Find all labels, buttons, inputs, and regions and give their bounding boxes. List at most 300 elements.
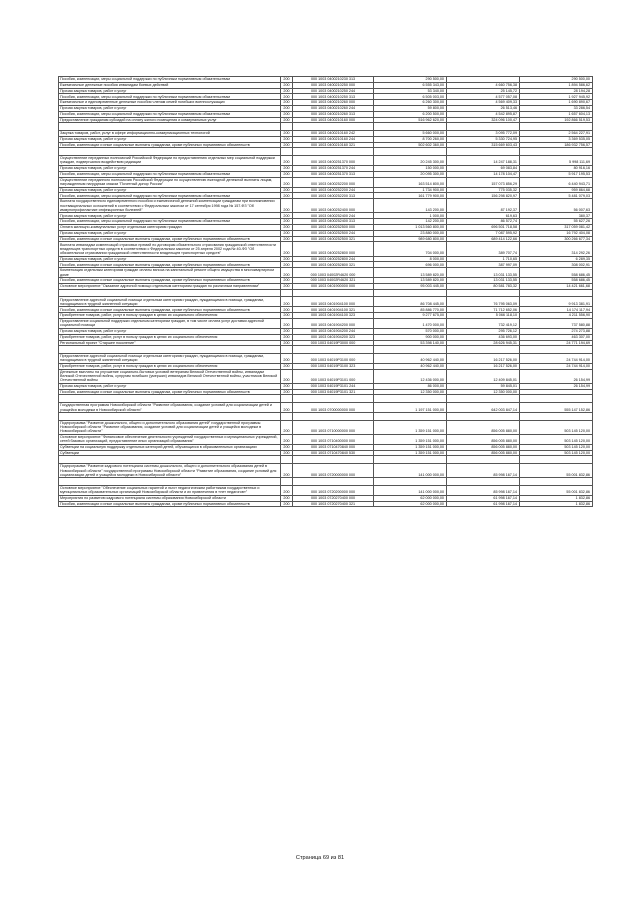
row-name-cell: Субвенции на социальную поддержку отдельных категорий детей, обучающихся в образовательных организациях bbox=[59, 444, 281, 450]
row-kbk-cell: 000 1003 04002R4620 321 bbox=[293, 278, 374, 284]
row-executed-cell: 4 569 409,33 bbox=[447, 100, 520, 106]
row-name-cell: Ежемесячные денежные пособия инвалидам боевых действий bbox=[59, 82, 281, 88]
empty-cell bbox=[293, 395, 374, 403]
row-kbk-cell: 000 1003 0400210260 000 bbox=[293, 100, 374, 106]
row-name-cell: Пособия, компенсации и иные социальные выплаты гражданам, кроме публичных нормативных обязательств bbox=[59, 142, 281, 148]
row-kbk-cell: 000 1003 0720000000 000 bbox=[293, 464, 374, 478]
row-executed-cell: 59 845,01 bbox=[447, 383, 520, 389]
row-executed-cell: 85 998 167,14 bbox=[447, 464, 520, 478]
row-unexecuted-cell: 1 894 586,62 bbox=[520, 82, 593, 88]
spacer-row bbox=[59, 478, 593, 486]
empty-cell bbox=[59, 289, 281, 297]
row-name-cell: Выплата государственного единовременного пособия и ежемесячной денежной компенсации гражданам при возникновении поствакцинальных осложнений в соответствии с Федеральным законом от 17 сентября 1998 года № 157-ФЗ "Об иммунопрофилактике инфекционных болезней" bbox=[59, 199, 281, 213]
empty-cell bbox=[374, 413, 447, 421]
row-unexecuted-cell: 1 657 604,13 bbox=[520, 111, 593, 117]
row-name-cell: Пособия, компенсации и иные социальные выплаты гражданам, кроме публичных нормативных обязательств bbox=[59, 307, 281, 313]
row-name-cell: Прочая закупка товаров, работ и услуг bbox=[59, 256, 281, 262]
row-executed-cell: 87 192,37 bbox=[447, 199, 520, 213]
row-approved-cell: 40 962 440,00 bbox=[374, 353, 447, 363]
table-row bbox=[59, 363, 593, 369]
row-approved-cell: 989 680 800,00 bbox=[374, 236, 447, 242]
spacer-row bbox=[59, 346, 593, 354]
row-executed-cell: 5 330 724,95 bbox=[447, 136, 520, 142]
row-executed-cell: 619,63 bbox=[447, 213, 520, 219]
row-executed-cell: 1 710,65 bbox=[447, 256, 520, 262]
table-row bbox=[59, 199, 593, 213]
row-name-cell: Пособия, компенсации, меры социальной поддержки по публичным нормативным обязательствам bbox=[59, 111, 281, 117]
row-unexecuted-cell: 28 194,28 bbox=[520, 88, 593, 94]
empty-cell bbox=[59, 346, 281, 354]
table-row bbox=[59, 155, 593, 165]
table-row bbox=[59, 444, 593, 450]
empty-cell bbox=[281, 413, 293, 421]
empty-cell bbox=[59, 413, 281, 421]
row-name-cell: Приобретение товаров, работ, услуг в пользу граждан в целях их социального обеспечения bbox=[59, 313, 281, 319]
table-row bbox=[59, 171, 593, 177]
row-name-cell: Прочая закупка товаров, работ и услуг bbox=[59, 328, 281, 334]
table-row bbox=[59, 403, 593, 413]
row-kbk-cell: 000 1003 0720270400 000 bbox=[293, 495, 374, 501]
empty-cell bbox=[520, 123, 593, 131]
table-row bbox=[59, 334, 593, 340]
empty-cell bbox=[374, 289, 447, 297]
empty-cell bbox=[374, 123, 447, 131]
empty-cell bbox=[281, 478, 293, 486]
row-name-cell: Прочая закупка товаров, работ и услуг bbox=[59, 383, 281, 389]
row-unexecuted-cell: 24 744 914,00 bbox=[520, 363, 593, 369]
row-unexecuted-cell: 1 832,86 bbox=[520, 495, 593, 501]
table-row bbox=[59, 369, 593, 383]
row-unexecuted-cell: 503 145 120,00 bbox=[520, 420, 593, 434]
row-kbk-cell: 000 1003 0400210250 000 bbox=[293, 82, 374, 88]
row-executed-cell: 85 998 167,14 bbox=[447, 485, 520, 495]
row-unexecuted-cell: 737 580,88 bbox=[520, 318, 593, 328]
row-kbk-cell: 000 1003 0400252400 000 bbox=[293, 199, 374, 213]
row-approved-cell: 23 880 000,00 bbox=[374, 230, 447, 236]
row-name-cell: Пособия, компенсации и иные социальные выплаты гражданам, кроме публичных нормативных обязательств bbox=[59, 501, 281, 507]
table-row bbox=[59, 297, 593, 307]
row-executed-cell: 856 005 880,00 bbox=[447, 434, 520, 444]
row-code-cell: 200 bbox=[281, 434, 293, 444]
row-kbk-cell: 000 1003 04019P3100 000 bbox=[293, 353, 374, 363]
row-kbk-cell: 000 1003 0400210260 244 bbox=[293, 105, 374, 111]
row-approved-cell: 59 800,00 bbox=[374, 105, 447, 111]
row-approved-cell: 62 000 000,00 bbox=[374, 495, 447, 501]
row-approved-cell: 290 500,00 bbox=[374, 77, 447, 83]
row-approved-cell: 570 000,00 bbox=[374, 328, 447, 334]
table-row bbox=[59, 464, 593, 478]
row-code-cell: 200 bbox=[281, 278, 293, 284]
row-approved-cell: 1 359 151 000,00 bbox=[374, 434, 447, 444]
row-code-cell: 200 bbox=[281, 193, 293, 199]
empty-cell bbox=[447, 478, 520, 486]
spacer-row bbox=[59, 413, 593, 421]
row-executed-cell: 61 998 167,14 bbox=[447, 495, 520, 501]
table-body bbox=[59, 77, 593, 507]
row-executed-cell: 26 513,46 bbox=[447, 105, 520, 111]
row-executed-cell: 14 178 104,47 bbox=[447, 171, 520, 177]
row-name-cell: Подпрограмма "Развитие кадрового потенциала системы дошкольного, общего и дополнительного образования детей в Новосибирской области" государственной программы Новосибирской области "Развитие образования, создание условий для социализации детей и учащейся молодежи в Новосибирской области" bbox=[59, 464, 281, 478]
row-approved-cell: 1 013 560 800,00 bbox=[374, 224, 447, 230]
spacer-row bbox=[59, 123, 593, 131]
row-name-cell: Оплата жилищно-коммунальных услуг отдельным категориям граждан bbox=[59, 224, 281, 230]
row-unexecuted-cell: 14 421 661,68 bbox=[520, 283, 593, 289]
row-kbk-cell: 000 1003 04019P3101 321 bbox=[293, 389, 374, 395]
empty-cell bbox=[293, 148, 374, 156]
row-unexecuted-cell: 503 145 120,00 bbox=[520, 434, 593, 444]
row-approved-cell: 95 003 445,00 bbox=[374, 283, 447, 289]
row-code-cell: 200 bbox=[281, 111, 293, 117]
row-code-cell: 200 bbox=[281, 389, 293, 395]
row-executed-cell: 13 031 133,55 bbox=[447, 268, 520, 278]
row-code-cell: 200 bbox=[281, 199, 293, 213]
row-executed-cell: 12 409 845,01 bbox=[447, 369, 520, 383]
row-name-cell: Пособия, компенсации, меры социальной поддержки по публичным нормативным обязательствам bbox=[59, 94, 281, 100]
row-name-cell: Предоставление адресной социальной помощи отдельным категориям граждан, нуждающимся в помощи, гражданам, находящимся в трудной жизненной ситуации bbox=[59, 353, 281, 363]
row-name-cell: Приобретение товаров, работ, услуг в пользу граждан в целях их социального обеспечения bbox=[59, 363, 281, 369]
table-row bbox=[59, 278, 593, 284]
row-executed-cell: 7 087 595,92 bbox=[447, 230, 520, 236]
row-kbk-cell: 000 1003 0400251370 313 bbox=[293, 171, 374, 177]
row-code-cell: 200 bbox=[281, 262, 293, 268]
row-executed-cell: 61 998 167,14 bbox=[447, 501, 520, 507]
empty-cell bbox=[281, 395, 293, 403]
table-row bbox=[59, 434, 593, 444]
row-name-cell: Денежные выплаты на улучшение социально-бытовых условий ветеранам Великой Отечественной войны, инвалидам Великой Отечественной войны, супругам погибших (умерших) инвалидов Великой Отечественной войны, участников Великой Отечественной войны bbox=[59, 369, 281, 383]
row-code-cell: 200 bbox=[281, 363, 293, 369]
empty-cell bbox=[520, 289, 593, 297]
empty-cell bbox=[59, 478, 281, 486]
empty-cell bbox=[447, 289, 520, 297]
row-unexecuted-cell: 24 771 194,69 bbox=[520, 340, 593, 346]
empty-cell bbox=[59, 456, 281, 464]
row-unexecuted-cell: 959 864,68 bbox=[520, 187, 593, 193]
table-row bbox=[59, 485, 593, 495]
row-kbk-cell: 000 1003 0401904100 000 bbox=[293, 297, 374, 307]
row-kbk-cell: 000 1003 0401904200 000 bbox=[293, 318, 374, 328]
row-name-cell: Компенсация отдельным категориям граждан оплаты взноса на капитальный ремонт общего имущества в многоквартирном доме bbox=[59, 268, 281, 278]
row-kbk-cell: 000 1003 0400252200 244 bbox=[293, 187, 374, 193]
row-name-cell: Закупка товаров, работ, услуг в сфере информационно-коммуникационных технологий bbox=[59, 130, 281, 136]
row-unexecuted-cell: 14 174 117,94 bbox=[520, 307, 593, 313]
row-name-cell: Пособия, компенсации, меры социальной поддержки по публичным нормативным обязательствам bbox=[59, 219, 281, 225]
row-unexecuted-cell: 317 059 081,42 bbox=[520, 224, 593, 230]
row-approved-cell: 1 000,00 bbox=[374, 213, 447, 219]
row-unexecuted-cell: 380,37 bbox=[520, 213, 593, 219]
row-approved-cell: 502 602 360,00 bbox=[374, 142, 447, 148]
row-kbk-cell: 000 1003 0710000000 000 bbox=[293, 420, 374, 434]
row-approved-cell: 6 260 300,00 bbox=[374, 100, 447, 106]
row-name-cell: Пособия, компенсации и иные социальные выплаты гражданам, кроме публичных нормативных обязательств bbox=[59, 236, 281, 242]
row-approved-cell: 86 708 445,00 bbox=[374, 297, 447, 307]
table-row bbox=[59, 501, 593, 507]
empty-cell bbox=[293, 478, 374, 486]
row-kbk-cell: 000 1003 04019P3101 244 bbox=[293, 383, 374, 389]
row-executed-cell: 28 626 945,31 bbox=[447, 340, 520, 346]
row-kbk-cell: 000 1003 0710470840 530 bbox=[293, 450, 374, 456]
empty-cell bbox=[374, 456, 447, 464]
row-code-cell: 200 bbox=[281, 224, 293, 230]
table-row bbox=[59, 242, 593, 256]
empty-cell bbox=[374, 346, 447, 354]
row-code-cell: 200 bbox=[281, 142, 293, 148]
row-code-cell: 200 bbox=[281, 353, 293, 363]
table-row bbox=[59, 177, 593, 187]
empty-cell bbox=[520, 395, 593, 403]
row-unexecuted-cell: 24 744 914,00 bbox=[520, 353, 593, 363]
row-kbk-cell: 000 1003 0401904100 321 bbox=[293, 307, 374, 313]
row-code-cell: 200 bbox=[281, 236, 293, 242]
row-code-cell: 200 bbox=[281, 155, 293, 165]
row-kbk-cell: 000 1003 0400210230 313 bbox=[293, 77, 374, 83]
row-kbk-cell: 000 1003 0400252400 244 bbox=[293, 213, 374, 219]
row-unexecuted-cell: 55 001 832,86 bbox=[520, 464, 593, 478]
row-approved-cell: 6 200 500,00 bbox=[374, 111, 447, 117]
empty-cell bbox=[520, 346, 593, 354]
row-kbk-cell: 000 1003 04002R4620 000 bbox=[293, 268, 374, 278]
row-executed-cell: 71 712 652,06 bbox=[447, 307, 520, 313]
empty-cell bbox=[293, 456, 374, 464]
row-kbk-cell: 000 1003 0401904200 244 bbox=[293, 328, 374, 334]
row-executed-cell: 856 005 880,00 bbox=[447, 450, 520, 456]
row-code-cell: 200 bbox=[281, 268, 293, 278]
row-executed-cell: 389 707,74 bbox=[447, 242, 520, 256]
page-number: Страница 69 из 81 bbox=[295, 855, 345, 861]
row-name-cell: Осуществление переданных полномочий Российской Федерации по предоставлению отдельных мер социальной поддержки граждан, подвергшихся воздействию радиации bbox=[59, 155, 281, 165]
row-approved-cell: 53 340,00 bbox=[374, 88, 447, 94]
row-unexecuted-cell: 555 147 152,86 bbox=[520, 403, 593, 413]
row-code-cell: 200 bbox=[281, 334, 293, 340]
table-row bbox=[59, 219, 593, 225]
row-unexecuted-cell: 33 286,54 bbox=[520, 105, 593, 111]
row-name-cell: Основное мероприятие "Оказание адресной помощи отдельным категориям граждан по различным направлениям" bbox=[59, 283, 281, 289]
row-code-cell: 200 bbox=[281, 213, 293, 219]
row-code-cell: 200 bbox=[281, 328, 293, 334]
row-approved-cell: 40 962 440,00 bbox=[374, 363, 447, 369]
row-code-cell: 200 bbox=[281, 340, 293, 346]
row-name-cell: Основное мероприятие "Обеспечение социальных гарантий и льгот педагогическим работникам государственных и муниципальных образовательных организаций Новосибирской области и их привлечения в «нет педагогов»" bbox=[59, 485, 281, 495]
row-code-cell: 200 bbox=[281, 313, 293, 319]
row-approved-cell: 161 779 900,00 bbox=[374, 193, 447, 199]
row-unexecuted-cell: 558 686,45 bbox=[520, 268, 593, 278]
row-unexecuted-cell: 503 145 120,00 bbox=[520, 444, 593, 450]
row-code-cell: 200 bbox=[281, 130, 293, 136]
row-approved-cell: 5 660 000,00 bbox=[374, 130, 447, 136]
empty-cell bbox=[447, 456, 520, 464]
row-name-cell: Предоставление адресной социальной помощи отдельным категориям граждан, нуждающимся в помощи, гражданам, находящимся в трудной жизненной ситуации bbox=[59, 297, 281, 307]
row-approved-cell: 1 359 151 000,00 bbox=[374, 420, 447, 434]
row-approved-cell: 8 000,00 bbox=[374, 256, 447, 262]
row-executed-cell: 16 217 526,00 bbox=[447, 353, 520, 363]
row-executed-cell: 86 572,74 bbox=[447, 219, 520, 225]
empty-cell bbox=[59, 123, 281, 131]
row-name-cell: Пособия, компенсации, меры социальной поддержки по публичным нормативным обязательствам bbox=[59, 193, 281, 199]
row-kbk-cell: 000 1003 0400252800 000 bbox=[293, 242, 374, 256]
row-executed-cell: 156 298 820,97 bbox=[447, 193, 520, 199]
row-code-cell: 200 bbox=[281, 383, 293, 389]
empty-cell bbox=[293, 289, 374, 297]
row-executed-cell: 324 096 100,47 bbox=[447, 117, 520, 123]
row-executed-cell: 436 693,00 bbox=[447, 334, 520, 340]
table-row bbox=[59, 111, 593, 117]
row-executed-cell: 696 501 718,58 bbox=[447, 224, 520, 230]
row-code-cell: 200 bbox=[281, 165, 293, 171]
row-approved-cell: 12 436 000,00 bbox=[374, 369, 447, 383]
row-name-cell: Пособия, компенсации и иные социальные выплаты гражданам, кроме публичных нормативных обязательств bbox=[59, 278, 281, 284]
row-approved-cell: 86 000,00 bbox=[374, 383, 447, 389]
row-executed-cell: 732 419,12 bbox=[447, 318, 520, 328]
row-name-cell: Прочая закупка товаров, работ и услуг bbox=[59, 165, 281, 171]
row-executed-cell: 76 795 063,09 bbox=[447, 297, 520, 307]
row-code-cell: 200 bbox=[281, 77, 293, 83]
row-approved-cell: 8 700 260,00 bbox=[374, 136, 447, 142]
table-row bbox=[59, 495, 593, 501]
row-executed-cell: 4 542 895,87 bbox=[447, 111, 520, 117]
row-name-cell: Предоставление гражданам субсидий на оплату жилого помещения и коммунальных услуг bbox=[59, 117, 281, 123]
row-approved-cell: 1 734 900,00 bbox=[374, 187, 447, 193]
row-approved-cell: 1 470 000,00 bbox=[374, 318, 447, 328]
row-approved-cell: 6 555 343,00 bbox=[374, 82, 447, 88]
row-name-cell: Прочая закупка товаров, работ и услуг bbox=[59, 187, 281, 193]
row-kbk-cell: 000 1003 0400210250 313 bbox=[293, 94, 374, 100]
row-executed-cell: 14 247 188,31 bbox=[447, 155, 520, 165]
table-row bbox=[59, 224, 593, 230]
row-approved-cell: 1 197 151 000,00 bbox=[374, 403, 447, 413]
row-kbk-cell: 000 1003 0400251370 244 bbox=[293, 165, 374, 171]
row-code-cell: 200 bbox=[281, 444, 293, 450]
row-approved-cell: 20 245 300,00 bbox=[374, 155, 447, 165]
empty-cell bbox=[293, 123, 374, 131]
row-approved-cell: 163 514 800,00 bbox=[374, 177, 447, 187]
row-unexecuted-cell: 55 627,26 bbox=[520, 219, 593, 225]
row-code-cell: 200 bbox=[281, 242, 293, 256]
row-code-cell: 200 bbox=[281, 495, 293, 501]
empty-cell bbox=[281, 148, 293, 156]
table-row bbox=[59, 307, 593, 313]
row-unexecuted-cell: 26 154,99 bbox=[520, 383, 593, 389]
empty-cell bbox=[281, 289, 293, 297]
empty-cell bbox=[447, 413, 520, 421]
empty-cell bbox=[374, 395, 447, 403]
row-name-cell: Пособия, компенсации, меры социальной поддержки по публичным нормативным обязательствам bbox=[59, 77, 281, 83]
row-kbk-cell: 000 1003 04019P3101 000 bbox=[293, 369, 374, 383]
row-name-cell: Мероприятия по развитию кадрового потенциала системы образования Новосибирской области bbox=[59, 495, 281, 501]
table-row bbox=[59, 389, 593, 395]
row-kbk-cell: 000 1003 0400252500 244 bbox=[293, 230, 374, 236]
spacer-row bbox=[59, 289, 593, 297]
row-code-cell: 200 bbox=[281, 256, 293, 262]
row-unexecuted-cell: 274 273,88 bbox=[520, 328, 593, 334]
row-kbk-cell: 000 1003 04019P3000 000 bbox=[293, 340, 374, 346]
row-executed-cell: 69 083,84 bbox=[447, 165, 520, 171]
row-executed-cell: 856 005 880,00 bbox=[447, 444, 520, 450]
row-kbk-cell: 000 1003 0401900000 000 bbox=[293, 283, 374, 289]
row-kbk-cell: 000 1003 0400210250 244 bbox=[293, 88, 374, 94]
row-unexecuted-cell: 1 927 945,92 bbox=[520, 94, 593, 100]
row-unexecuted-cell: 5 481 079,03 bbox=[520, 193, 593, 199]
row-code-cell: 200 bbox=[281, 403, 293, 413]
row-unexecuted-cell: 1 832,86 bbox=[520, 501, 593, 507]
row-unexecuted-cell: 6 289,35 bbox=[520, 256, 593, 262]
row-kbk-cell: 000 1003 0400252500 321 bbox=[293, 236, 374, 242]
table-row bbox=[59, 283, 593, 289]
row-unexecuted-cell: 300 266 677,34 bbox=[520, 236, 593, 242]
row-name-cell: Пособия, компенсации и иные социальные выплаты гражданам, кроме публичных нормативных обязательств bbox=[59, 389, 281, 395]
row-approved-cell: 900 000,00 bbox=[374, 334, 447, 340]
table-row bbox=[59, 130, 593, 136]
row-name-cell: Прочая закупка товаров, работ и услуг bbox=[59, 105, 281, 111]
row-executed-cell: 80 581 783,32 bbox=[447, 283, 520, 289]
table-row bbox=[59, 100, 593, 106]
row-kbk-cell: 000 1003 0400252500 000 bbox=[293, 224, 374, 230]
row-code-cell: 200 bbox=[281, 318, 293, 328]
row-approved-cell: 141 000 000,00 bbox=[374, 485, 447, 495]
row-executed-cell: 13 031 133,55 bbox=[447, 278, 520, 284]
row-kbk-cell: 000 1003 0710400000 000 bbox=[293, 434, 374, 444]
row-name-cell: Региональный проект "Старшее поколение" bbox=[59, 340, 281, 346]
row-approved-cell: 516 962 620,00 bbox=[374, 117, 447, 123]
row-approved-cell: 12 350 000,00 bbox=[374, 389, 447, 395]
row-code-cell: 200 bbox=[281, 177, 293, 187]
row-kbk-cell: 000 1003 0400252800 244 bbox=[293, 256, 374, 262]
row-approved-cell: 13 589 820,00 bbox=[374, 278, 447, 284]
row-kbk-cell: 000 1003 0710470840 000 bbox=[293, 444, 374, 450]
row-code-cell: 200 bbox=[281, 230, 293, 236]
spacer-row bbox=[59, 456, 593, 464]
row-kbk-cell: 000 1003 0700000000 000 bbox=[293, 403, 374, 413]
row-code-cell: 200 bbox=[281, 82, 293, 88]
row-executed-cell: 856 005 880,00 bbox=[447, 420, 520, 434]
table-row bbox=[59, 142, 593, 148]
row-name-cell: Прочая закупка товаров, работ и услуг bbox=[59, 230, 281, 236]
row-name-cell: Прочая закупка товаров, работ и услуг bbox=[59, 136, 281, 142]
row-name-cell: Государственная программа Новосибирской области "Развитие образования, создание условий для социализации детей и учащейся молодежи в Новосибирской области" bbox=[59, 403, 281, 413]
row-kbk-cell: 000 1003 0720200000 000 bbox=[293, 485, 374, 495]
row-name-cell: Ежемесячные и единовременные денежные пособия членам семей погибших военнослужащих bbox=[59, 100, 281, 106]
row-unexecuted-cell: 314 292,26 bbox=[520, 242, 593, 256]
row-code-cell: 200 bbox=[281, 171, 293, 177]
empty-cell bbox=[520, 456, 593, 464]
row-unexecuted-cell: 16 792 404,08 bbox=[520, 230, 593, 236]
row-approved-cell: 704 000,00 bbox=[374, 242, 447, 256]
row-kbk-cell: 000 1003 0400210160 321 bbox=[293, 142, 374, 148]
row-unexecuted-cell: 308 002,91 bbox=[520, 262, 593, 268]
row-unexecuted-cell: 80 916,16 bbox=[520, 165, 593, 171]
row-unexecuted-cell: 5 998 111,69 bbox=[520, 155, 593, 165]
row-executed-cell: 157 073 856,29 bbox=[447, 177, 520, 187]
row-kbk-cell: 000 1003 0400210260 313 bbox=[293, 111, 374, 117]
empty-cell bbox=[281, 346, 293, 354]
row-name-cell: Подпрограмма "Развитие дошкольного, общего и дополнительного образования детей" государственной программы Новосибирской области "Развитие образования, создание условий для социализации детей и учащейся молодежи в Новосибирской области" bbox=[59, 420, 281, 434]
row-unexecuted-cell: 5 917 195,53 bbox=[520, 171, 593, 177]
row-unexecuted-cell: 192 866 519,53 bbox=[520, 117, 593, 123]
row-approved-cell: 62 000 000,00 bbox=[374, 501, 447, 507]
row-name-cell: Пособия, компенсации, меры социальной поддержки по публичным нормативным обязательствам bbox=[59, 171, 281, 177]
row-unexecuted-cell: 558 686,45 bbox=[520, 278, 593, 284]
row-code-cell: 200 bbox=[281, 105, 293, 111]
row-approved-cell: 141 000 000,00 bbox=[374, 464, 447, 478]
row-name-cell: Выплата инвалидам компенсаций страховых премий по договорам обязательного страхования гражданской ответственности владельцев транспортных средств в соответствии с Федеральным законом от 25 апреля 2002 года № 40-ФЗ "Об обязательном страховании гражданской ответственности владельцев транспортных средств" bbox=[59, 242, 281, 256]
empty-cell bbox=[447, 395, 520, 403]
row-kbk-cell: 000 1003 04019P3100 323 bbox=[293, 363, 374, 369]
row-approved-cell: 9 277 675,00 bbox=[374, 313, 447, 319]
row-unexecuted-cell: 503 145 120,00 bbox=[520, 450, 593, 456]
row-approved-cell: 6 505 003,00 bbox=[374, 94, 447, 100]
row-approved-cell: 696 000,00 bbox=[374, 262, 447, 268]
table-row bbox=[59, 262, 593, 268]
table-row bbox=[59, 420, 593, 434]
row-approved-cell: 143 200,00 bbox=[374, 199, 447, 213]
